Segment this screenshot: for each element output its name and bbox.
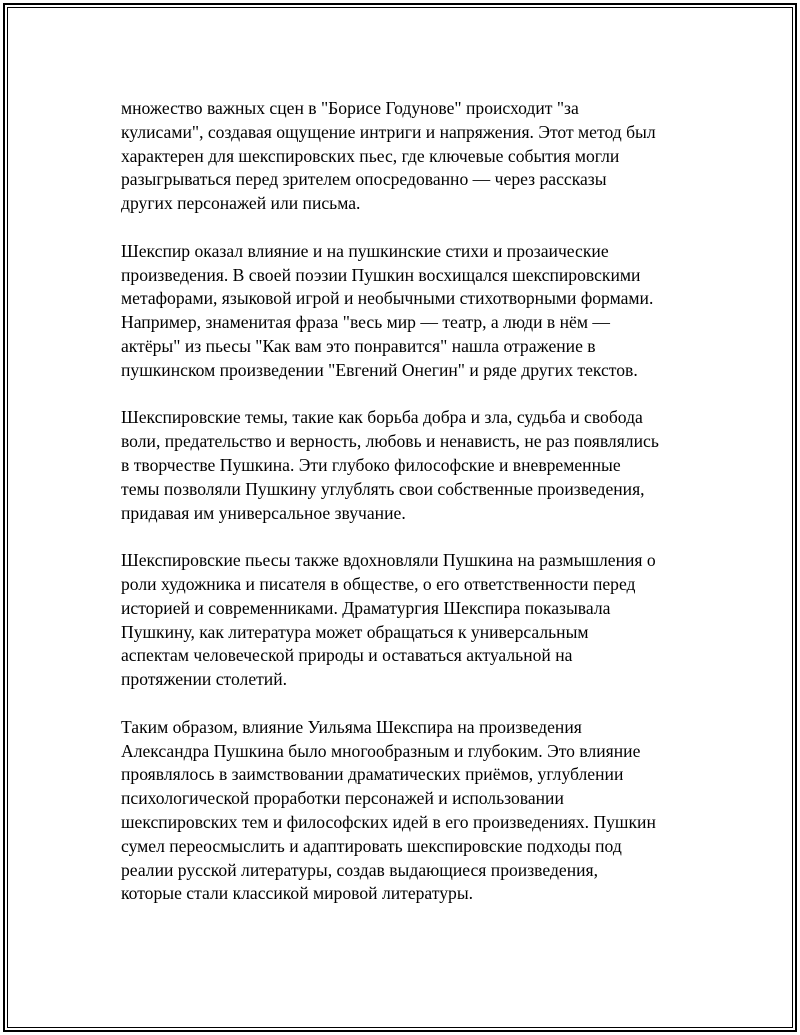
- text-line: других персонажей или письма.: [121, 193, 361, 214]
- text-line: Пушкину, как литература может обращаться к универсальным: [121, 621, 589, 642]
- text-line: характерен для шекспировских пьес, где ключевые события могли: [121, 145, 620, 166]
- text-line: темы позволяли Пушкину углублять свои собственные произведения,: [121, 478, 645, 499]
- text-line: Например, знаменитая фраза "весь мир — театр, а люди в нём —: [121, 312, 610, 333]
- text-line: реалии русской литературы, создав выдающиеся произведения,: [121, 859, 599, 880]
- text-line: произведения. В своей поэзии Пушкин восхищался шекспировскими: [121, 264, 641, 285]
- paragraph-2: [121, 240, 701, 383]
- text-line: придавая им универсальное звучание.: [121, 502, 406, 523]
- text-line: которые стали классикой мировой литературы.: [121, 883, 474, 904]
- text-line: Шекспировские пьесы также вдохновляли Пушкина на размышления о: [121, 550, 656, 571]
- text-line: множество важных сцен в "Борисе Годунове" происходит "за: [121, 98, 579, 118]
- paragraph-4: [121, 549, 701, 692]
- text-line: актёры" из пьесы "Как вам это понравится" нашла отражение в: [121, 335, 596, 356]
- text-line: воли, предательство и верность, любовь и ненависть, не раз появлялись: [121, 431, 659, 452]
- page-frame: [3, 3, 797, 1032]
- text-line: Шекспировские темы, такие как борьба добра и зла, судьба и свобода: [121, 407, 643, 428]
- document-body: [121, 97, 701, 930]
- text-line: шекспировских тем и философских идей в его произведениях. Пушкин: [121, 811, 656, 832]
- text-line: историей и современниками. Драматургия Шекспира показывала: [121, 597, 611, 618]
- text-line: роли художника и писателя в обществе, о его ответственности перед: [121, 573, 636, 594]
- text-line: Александра Пушкина было многообразным и глубоким. Это влияние: [121, 740, 641, 761]
- text-line: пушкинском произведении "Евгений Онегин" и ряде других текстов.: [121, 359, 638, 380]
- text-line: Таким образом, влияние Уильяма Шекспира на произведения: [121, 716, 582, 737]
- text-line: психологической проработки персонажей и использовании: [121, 788, 564, 809]
- text-line: сумел переосмыслить и адаптировать шекспировские подходы под: [121, 835, 622, 856]
- paragraph-5: [121, 716, 701, 906]
- text-line: Шекспир оказал влияние и на пушкинские стихи и прозаические: [121, 240, 609, 261]
- text-line: протяжении столетий.: [121, 669, 288, 690]
- text-line: метафорами, языковой игрой и необычными стихотворными формами.: [121, 288, 654, 309]
- paragraph-3: [121, 406, 701, 525]
- text-line: проявлялось в заимствовании драматических приёмов, углублении: [121, 764, 624, 785]
- paragraph-1: [121, 97, 701, 216]
- text-line: кулисами", создавая ощущение интриги и напряжения. Этот метод был: [121, 121, 656, 142]
- text-line: в творчестве Пушкина. Эти глубоко философские и вневременные: [121, 454, 621, 475]
- text-line: разыгрываться перед зрителем опосредованно — через рассказы: [121, 169, 607, 190]
- text-line: аспектам человеческой природы и оставаться актуальной на: [121, 645, 573, 666]
